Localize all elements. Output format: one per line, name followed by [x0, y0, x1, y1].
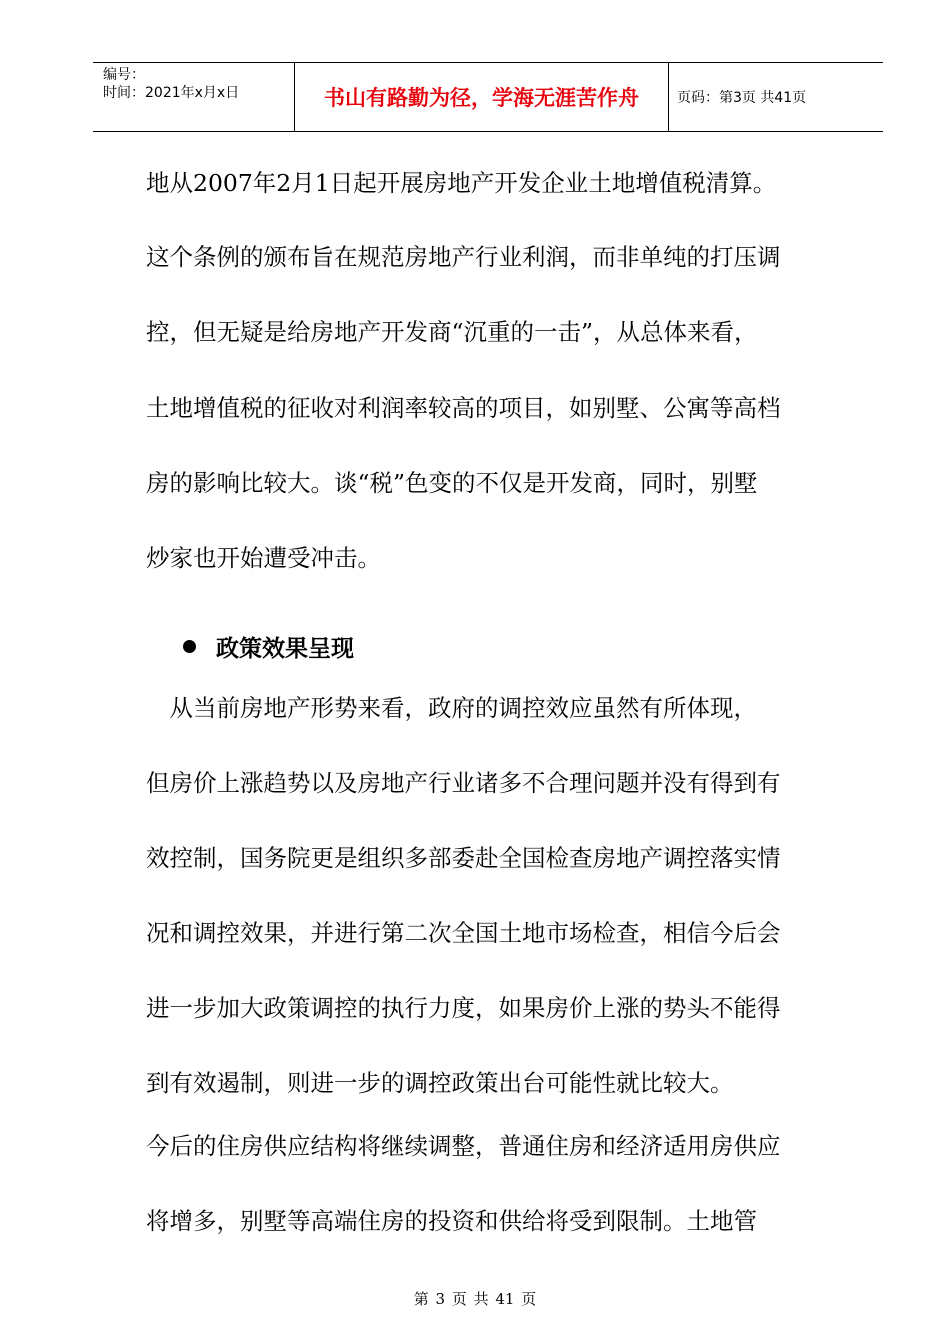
bullet-icon — [183, 640, 196, 653]
body-line: 土地增值税的征收对利润率较高的项目，如别墅、公寓等高档 — [146, 394, 781, 422]
section-line: 效控制，国务院更是组织多部委赴全国检查房地产调控落实情 — [146, 844, 781, 872]
body-line: 炒家也开始遭受冲击。 — [146, 544, 381, 572]
page-footer: 第 3 页 共 41 页 — [413, 1290, 537, 1308]
section-heading: 政策效果呈现 — [216, 636, 354, 662]
body-line: 控，但无疑是给房地产开发商“沉重的一击”，从总体来看， — [146, 318, 758, 346]
header-meta — [93, 63, 295, 131]
header-motto: 书山有路勤为径，学海无涯苦作舟 — [295, 63, 669, 131]
body-line: 这个条例的颁布旨在规范房地产行业利润，而非单纯的打压调 — [146, 243, 781, 271]
body-line: 地从2007年2月1日起开展房地产开发企业土地增值税清算。 — [146, 169, 777, 197]
section-line: 将增多，别墅等高端住房的投资和供给将受到限制。土地管 — [146, 1207, 757, 1235]
section-line: 今后的住房供应结构将继续调整，普通住房和经济适用房供应 — [146, 1132, 781, 1160]
header-time-label: 时间：2021年x月x日 — [103, 85, 240, 101]
body-line: 房的影响比较大。谈“税”色变的不仅是开发商，同时，别墅 — [146, 469, 758, 497]
header-page-info: 页码：第3页 共41页 — [677, 90, 807, 106]
section-heading-row — [183, 630, 354, 663]
header-number-label: 编号： — [103, 67, 145, 83]
section-line: 但房价上涨趋势以及房地产行业诸多不合理问题并没有得到有 — [146, 769, 781, 797]
page-header — [93, 62, 883, 132]
section-line: 进一步加大政策调控的执行力度，如果房价上涨的势头不能得 — [146, 994, 781, 1022]
section-line: 从当前房地产形势来看，政府的调控效应虽然有所体现， — [146, 694, 757, 722]
section-line: 到有效遏制，则进一步的调控政策出台可能性就比较大。 — [146, 1069, 734, 1097]
section-line: 况和调控效果，并进行第二次全国土地市场检查，相信今后会 — [146, 919, 781, 947]
